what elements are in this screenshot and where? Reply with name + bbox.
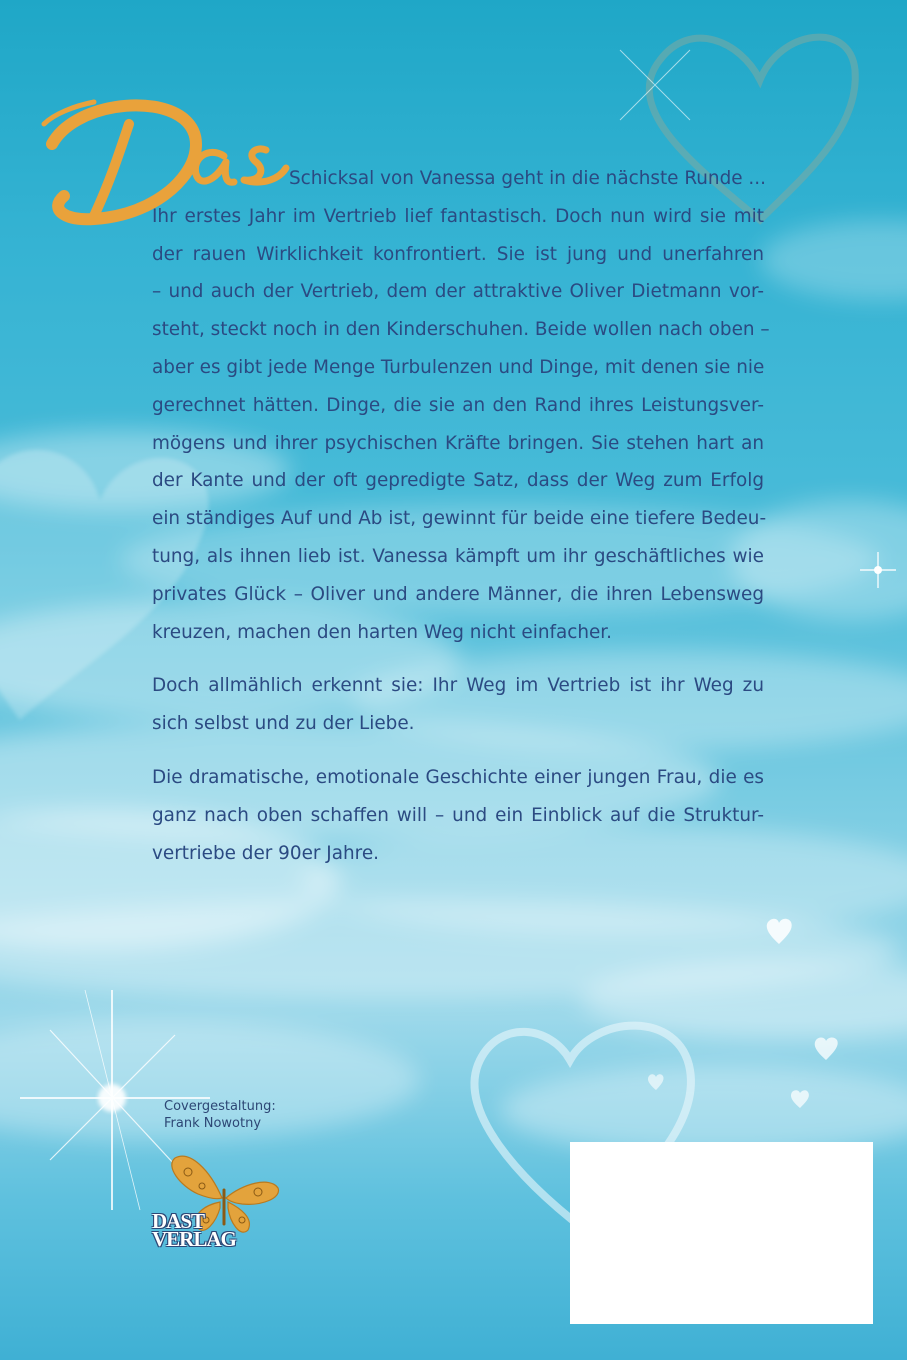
text-line: aber es gibt jede Menge Turbulenzen und Dinge, mit denen sie nie (152, 356, 765, 378)
text-line: der Kante und der oft gepredigte Satz, dass der Weg zum Erfolg (152, 470, 764, 492)
blurb-text (152, 160, 770, 872)
publisher-line-1: DAST (152, 1209, 205, 1233)
barcode-area (570, 1142, 873, 1324)
cover-design-credit (164, 1098, 276, 1132)
text-line: sich selbst und zu der Liebe. (152, 713, 415, 735)
text-line: Ihr erstes Jahr im Vertrieb lief fantastisch. Doch nun wird sie mit (152, 205, 764, 227)
text-line: ein ständiges Auf und Ab ist, gewinnt für beide eine tiefere Bedeu- (152, 508, 767, 530)
text-line: gerechnet hätten. Dinge, die sie an den Rand ihres Leistungsver- (152, 394, 764, 416)
text-line: der rauen Wirklichkeit konfrontiert. Sie ist jung und unerfahren (152, 243, 764, 265)
text-line: steht, steckt noch in den Kinderschuhen. Beide wollen nach oben – (152, 319, 770, 341)
text-line: ganz nach oben schaffen will – und ein Einblick auf die Struktur- (152, 804, 764, 826)
text-line: privates Glück – Oliver und andere Männer, die ihren Lebensweg (152, 583, 764, 605)
text-line: Doch allmählich erkennt sie: Ihr Weg im Vertrieb ist ihr Weg zu (152, 675, 764, 697)
text-line: – und auch der Vertrieb, dem der attraktive Oliver Dietmann vor- (152, 281, 764, 303)
text-line: vertriebe der 90er Jahre. (152, 842, 379, 864)
text-line: mögens und ihrer psychischen Kräfte bringen. Sie stehen hart an (152, 432, 764, 454)
publisher-line-2: VERLAG (152, 1227, 236, 1251)
credit-name: Frank Nowotny (164, 1116, 262, 1131)
text-line: Die dramatische, emotionale Geschichte einer jungen Frau, die es (152, 766, 764, 788)
paragraph-2 (152, 667, 764, 743)
paragraph-1 (152, 160, 770, 651)
credit-label: Covergestaltung: (164, 1099, 276, 1114)
paragraph-3 (152, 759, 764, 872)
publisher-logo (152, 1209, 236, 1251)
text-line: kreuzen, machen den harten Weg nicht einfacher. (152, 621, 613, 643)
text-line: tung, als ihnen lieb ist. Vanessa kämpft um ihr geschäftliches wie (152, 545, 764, 567)
text-line: Schicksal von Vanessa geht in die nächste Runde ... (289, 168, 766, 189)
